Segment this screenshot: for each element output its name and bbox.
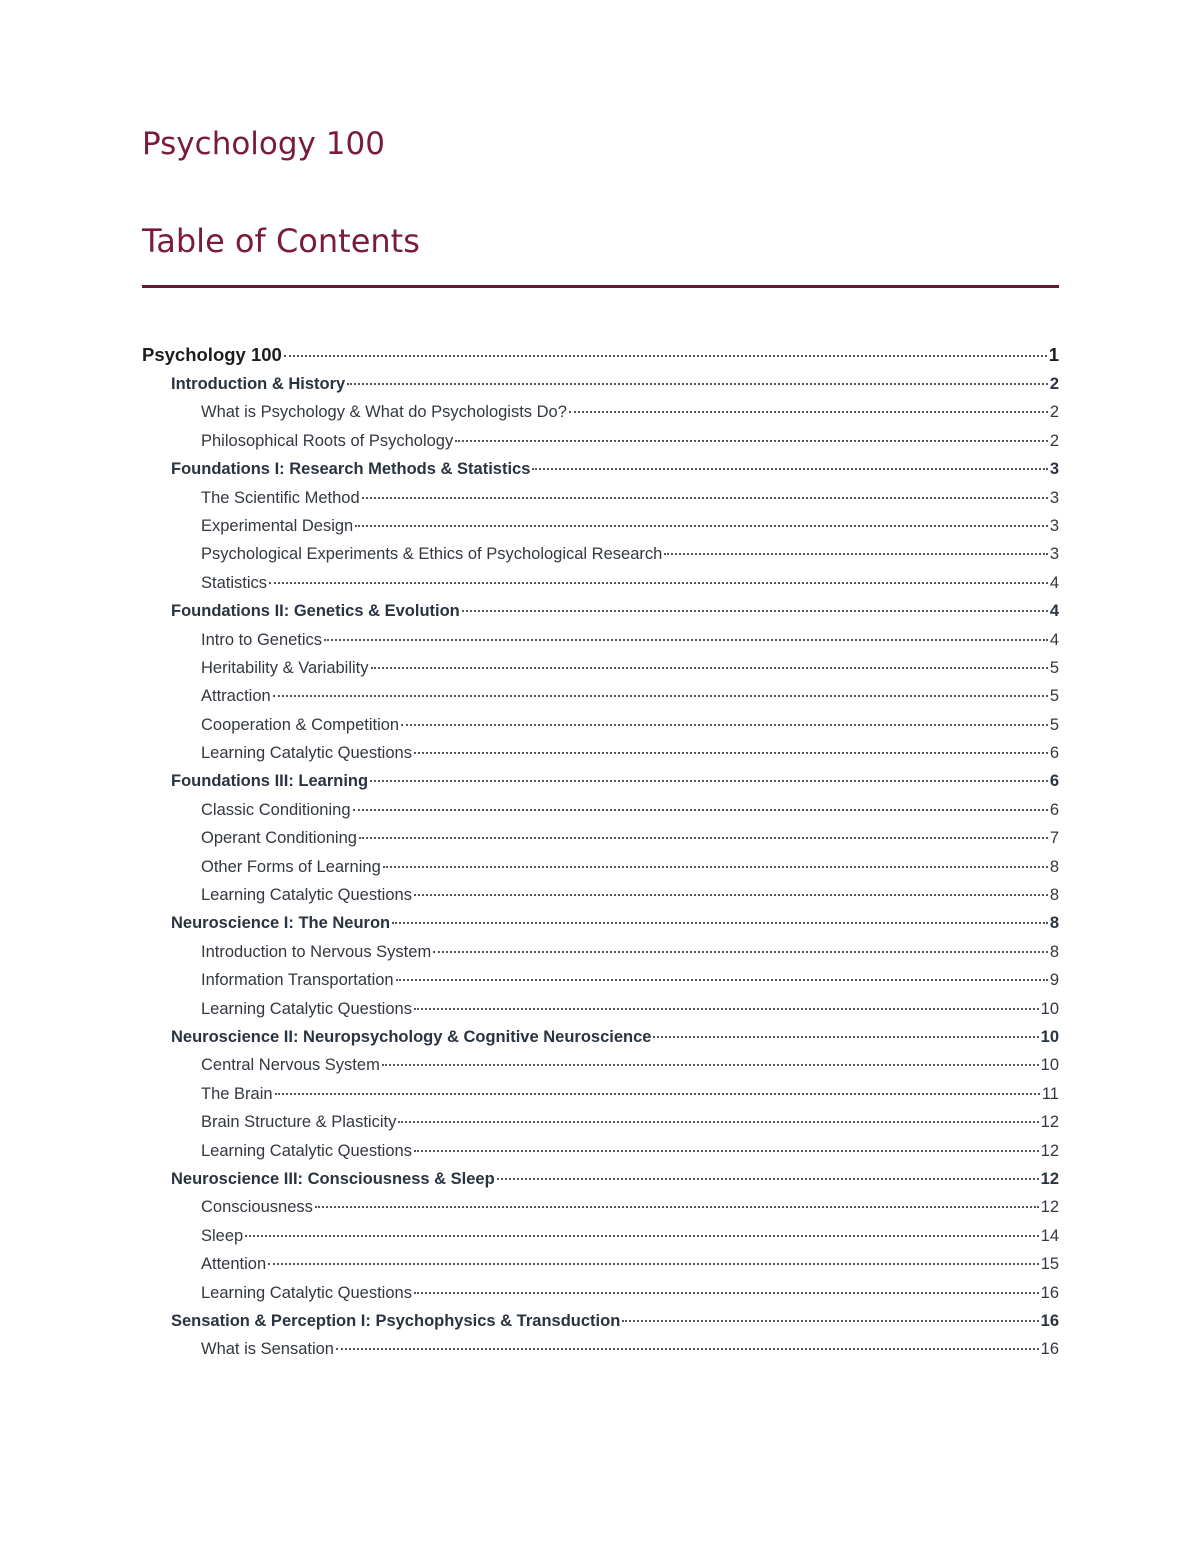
- toc-entry-page-number[interactable]: 3: [1049, 488, 1059, 507]
- toc-entry-title[interactable]: Central Nervous System: [201, 1056, 380, 1075]
- toc-entry-title[interactable]: Learning Catalytic Questions: [201, 999, 412, 1018]
- heading-divider: [142, 285, 1059, 288]
- dot-leader: [414, 1292, 1039, 1294]
- toc-entry-title[interactable]: Other Forms of Learning: [201, 857, 381, 876]
- toc-entry[interactable]: [142, 995, 1059, 1023]
- toc-entry[interactable]: [142, 1051, 1059, 1079]
- toc-entry-page-number[interactable]: 3: [1049, 545, 1059, 564]
- toc-entry[interactable]: [142, 853, 1059, 881]
- toc-entry-page-number[interactable]: 16: [1040, 1311, 1059, 1330]
- dot-leader: [382, 1064, 1039, 1066]
- toc-entry-page-number[interactable]: 3: [1049, 460, 1059, 479]
- toc-entry-title[interactable]: The Scientific Method: [201, 488, 360, 507]
- toc-entry-page-number[interactable]: 12: [1040, 1113, 1059, 1132]
- toc-entry-page-number[interactable]: 12: [1040, 1198, 1059, 1217]
- toc-entry-page-number[interactable]: 14: [1040, 1226, 1059, 1245]
- toc-entry-page-number[interactable]: 16: [1040, 1340, 1059, 1359]
- dot-leader: [664, 553, 1048, 555]
- toc-entry[interactable]: [142, 881, 1059, 909]
- toc-entry[interactable]: [142, 1335, 1059, 1363]
- dot-leader: [569, 411, 1048, 413]
- toc-entry[interactable]: [142, 796, 1059, 824]
- dot-leader: [414, 1150, 1039, 1152]
- toc-entry[interactable]: [142, 654, 1059, 682]
- toc-entry-page-number[interactable]: 7: [1049, 829, 1059, 848]
- toc-entry-page-number[interactable]: 6: [1049, 744, 1059, 763]
- toc-entry-page-number[interactable]: 9: [1049, 971, 1059, 990]
- toc-entry-title[interactable]: Intro to Genetics: [201, 630, 323, 649]
- toc-entry[interactable]: [142, 340, 1059, 370]
- dot-leader: [359, 837, 1048, 839]
- toc-entry[interactable]: [142, 1222, 1059, 1250]
- toc-entry-title[interactable]: Neuroscience II: Neuropsychology & Cognitive Neuroscience: [171, 1027, 652, 1046]
- toc-entry-title[interactable]: Statistics: [201, 573, 268, 592]
- dot-leader: [398, 1121, 1038, 1123]
- dot-leader: [284, 355, 1047, 357]
- toc-entry-page-number[interactable]: 2: [1049, 403, 1059, 422]
- toc-entry-page-number[interactable]: 8: [1049, 914, 1059, 933]
- toc-entry[interactable]: [142, 966, 1059, 994]
- toc-entry-title[interactable]: Introduction & History: [171, 375, 346, 393]
- toc-entry-title[interactable]: The Brain: [201, 1084, 273, 1103]
- dot-leader: [370, 780, 1048, 782]
- dot-leader: [324, 639, 1048, 641]
- dot-leader: [433, 951, 1048, 953]
- dot-leader: [653, 1036, 1038, 1038]
- toc-entry[interactable]: [142, 1193, 1059, 1221]
- toc-entry-page-number[interactable]: 4: [1049, 602, 1059, 621]
- dot-leader: [355, 525, 1048, 527]
- dot-leader: [269, 582, 1048, 584]
- dot-leader: [414, 752, 1048, 754]
- toc-entry-page-number[interactable]: 5: [1049, 658, 1059, 677]
- toc-entry-page-number[interactable]: 8: [1049, 886, 1059, 905]
- toc-entry-page-number[interactable]: 1: [1048, 344, 1059, 365]
- toc-entry-page-number[interactable]: 11: [1041, 1084, 1059, 1103]
- table-of-contents: [142, 340, 1059, 1364]
- toc-entry[interactable]: [142, 569, 1059, 597]
- toc-entry-title[interactable]: Operant Conditioning: [201, 829, 357, 848]
- toc-entry[interactable]: [142, 1165, 1059, 1193]
- toc-entry-title[interactable]: Neuroscience III: Consciousness & Sleep: [171, 1169, 495, 1188]
- dot-leader: [414, 1008, 1039, 1010]
- toc-entry[interactable]: [142, 1080, 1059, 1108]
- dot-leader: [383, 866, 1048, 868]
- toc-entry-title[interactable]: Introduction to Nervous System: [201, 942, 432, 961]
- toc-entry[interactable]: [142, 682, 1059, 710]
- toc-entry-title[interactable]: Brain Structure & Plasticity: [201, 1113, 397, 1132]
- toc-entry-title[interactable]: Information Transportation: [201, 971, 394, 990]
- dot-leader: [396, 979, 1048, 981]
- dot-leader: [532, 468, 1047, 470]
- toc-entry[interactable]: [142, 739, 1059, 767]
- toc-entry-page-number[interactable]: 8: [1049, 942, 1059, 961]
- dot-leader: [392, 922, 1048, 924]
- dot-leader: [315, 1206, 1039, 1208]
- dot-leader: [455, 440, 1048, 442]
- toc-entry[interactable]: [142, 824, 1059, 852]
- toc-entry[interactable]: [142, 1023, 1059, 1051]
- toc-entry-title[interactable]: Learning Catalytic Questions: [201, 1283, 412, 1302]
- toc-entry[interactable]: [142, 1108, 1059, 1136]
- dot-leader: [497, 1178, 1039, 1180]
- dot-leader: [347, 383, 1048, 385]
- toc-entry[interactable]: [142, 370, 1059, 398]
- toc-entry[interactable]: [142, 711, 1059, 739]
- toc-entry-title[interactable]: What is Sensation: [201, 1340, 334, 1359]
- toc-entry[interactable]: [142, 1250, 1059, 1278]
- toc-entry-title[interactable]: Attention: [201, 1255, 267, 1274]
- dot-leader: [622, 1320, 1038, 1322]
- toc-entry-page-number[interactable]: 10: [1040, 999, 1059, 1018]
- toc-heading: Table of Contents: [142, 222, 420, 260]
- toc-entry-page-number[interactable]: 16: [1040, 1283, 1059, 1302]
- toc-entry-title[interactable]: Psychological Experiments & Ethics of Psychological Research: [201, 545, 663, 564]
- document-title: Psychology 100: [142, 126, 385, 162]
- toc-entry-title[interactable]: Philosophical Roots of Psychology: [201, 431, 454, 450]
- toc-entry-page-number[interactable]: 5: [1049, 687, 1059, 706]
- dot-leader: [245, 1235, 1038, 1237]
- toc-entry-page-number[interactable]: 2: [1049, 375, 1059, 393]
- toc-entry-page-number[interactable]: 5: [1049, 715, 1059, 734]
- toc-entry-title[interactable]: Experimental Design: [201, 516, 354, 535]
- toc-entry[interactable]: [142, 427, 1059, 455]
- toc-entry-page-number[interactable]: 3: [1049, 516, 1059, 535]
- dot-leader: [273, 695, 1048, 697]
- dot-leader: [401, 724, 1048, 726]
- toc-entry[interactable]: [142, 626, 1059, 654]
- toc-entry-title[interactable]: Consciousness: [201, 1198, 313, 1217]
- toc-entry[interactable]: [142, 455, 1059, 483]
- toc-entry-title[interactable]: Heritability & Variability: [201, 658, 369, 677]
- toc-entry[interactable]: [142, 540, 1059, 568]
- toc-entry-title[interactable]: Learning Catalytic Questions: [201, 1141, 412, 1160]
- dot-leader: [275, 1093, 1040, 1095]
- toc-entry[interactable]: [142, 512, 1059, 540]
- toc-entry[interactable]: [142, 1307, 1059, 1335]
- toc-entry-title[interactable]: Learning Catalytic Questions: [201, 886, 412, 905]
- toc-entry-page-number[interactable]: 8: [1049, 857, 1059, 876]
- toc-entry[interactable]: [142, 1137, 1059, 1165]
- toc-entry-title[interactable]: Attraction: [201, 687, 271, 706]
- toc-entry-page-number[interactable]: 4: [1049, 630, 1059, 649]
- toc-entry[interactable]: [142, 938, 1059, 966]
- dot-leader: [268, 1263, 1039, 1265]
- toc-entry[interactable]: [142, 767, 1059, 795]
- dot-leader: [371, 667, 1048, 669]
- toc-entry-page-number[interactable]: 10: [1040, 1056, 1059, 1075]
- toc-entry-title[interactable]: Classic Conditioning: [201, 800, 351, 819]
- toc-entry-title[interactable]: Sleep: [201, 1226, 244, 1245]
- toc-entry-page-number[interactable]: 6: [1049, 772, 1059, 791]
- toc-entry-page-number[interactable]: 15: [1040, 1255, 1059, 1274]
- toc-entry-title[interactable]: Sensation & Perception I: Psychophysics & Transduction: [171, 1311, 621, 1330]
- toc-entry-title[interactable]: Psychology 100: [142, 344, 282, 365]
- toc-entry-title[interactable]: Learning Catalytic Questions: [201, 744, 412, 763]
- toc-entry-page-number[interactable]: 10: [1040, 1027, 1059, 1046]
- dot-leader: [414, 894, 1048, 896]
- toc-entry-title[interactable]: Foundations II: Genetics & Evolution: [171, 602, 460, 621]
- toc-entry[interactable]: [142, 909, 1059, 937]
- toc-entry-page-number[interactable]: 4: [1049, 573, 1059, 592]
- dot-leader: [336, 1348, 1039, 1350]
- toc-entry-title[interactable]: Foundations I: Research Methods & Statistics: [171, 460, 531, 479]
- toc-entry-title[interactable]: Neuroscience I: The Neuron: [171, 914, 391, 933]
- toc-entry-page-number[interactable]: 2: [1049, 431, 1059, 450]
- toc-entry-page-number[interactable]: 12: [1040, 1141, 1059, 1160]
- toc-entry[interactable]: [142, 398, 1059, 426]
- toc-entry-title[interactable]: What is Psychology & What do Psychologists Do?: [201, 403, 567, 422]
- dot-leader: [353, 809, 1048, 811]
- toc-entry-page-number[interactable]: 6: [1049, 800, 1059, 819]
- toc-entry[interactable]: [142, 1279, 1059, 1307]
- toc-entry-page-number[interactable]: 12: [1040, 1169, 1059, 1188]
- toc-entry[interactable]: [142, 484, 1059, 512]
- toc-entry-title[interactable]: Cooperation & Competition: [201, 715, 400, 734]
- dot-leader: [462, 610, 1048, 612]
- toc-entry-title[interactable]: Foundations III: Learning: [171, 772, 369, 791]
- toc-entry[interactable]: [142, 597, 1059, 625]
- dot-leader: [362, 497, 1048, 499]
